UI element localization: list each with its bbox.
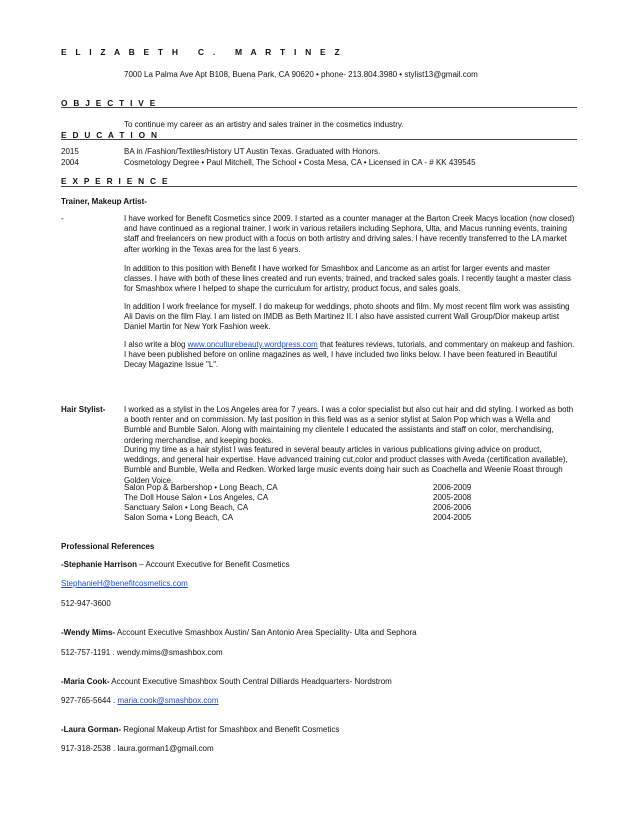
blog-text-a: I also write a blog [124, 340, 188, 349]
reference-3 [61, 677, 392, 686]
education-entry: BA in /Fashion/Textiles/History UT Austin Texas. Graduated with Honors. [124, 147, 381, 156]
education-year: 2004 [61, 158, 79, 167]
salon-name: Salon Pop & Barbershop • Long Beach, CA [124, 483, 278, 492]
objective-rule [61, 107, 577, 108]
salon-years: 2006-2006 [433, 503, 472, 512]
reference-2-contact: 512-757-1191 . wendy.mims@smashbox.com [61, 648, 223, 657]
reference-role: Regional Makeup Artist for Smashbox and Benefit Cosmetics [121, 725, 340, 734]
job1-paragraph-4 [124, 340, 576, 371]
blog-text-b: that features reviews, tutorials, and commentary on makeup and fashion. I have been published before on online magazines as well, I have included two links below. I have been featured in Beautiful Decay Magazine Issue "L". [124, 340, 575, 370]
reference-name: -Wendy Mims- [61, 628, 116, 637]
reference-role: Account Executive Smashbox South Central Dilliards Headquarters- Nordstrom [109, 677, 392, 686]
salon-name: Sanctuary Salon • Long Beach, CA [124, 503, 249, 512]
job1-paragraph-1: I have worked for Benefit Cosmetics since 2009. I started as a counter manager at the Barton Creek Macys location (now closed) and have continued as a regional trainer. I work in various retailers including Sephora, Ulta, and Macus running events, training staff and freelancers on new product with a focus on both artistry and driving sales. I have recently transferred to the LA market after working in the Texas area for the last 6 years. [124, 214, 575, 254]
reference-email-link[interactable]: maria.cook@smashbox.com [117, 696, 219, 705]
reference-name: -Laura Gorman- [61, 725, 122, 734]
education-heading: E D U C A T I O N [61, 130, 159, 140]
job-bullet: - [61, 214, 64, 223]
blog-link[interactable]: www.onculturebeauty.wordpress.com [187, 340, 318, 349]
job1-paragraph-2: In addition to this position with Benefit I have worked for Smashbox and Lancome as an artist for larger events and master classes. I have with both of these lines created and run events, trained, and tracked sales goals. I recently taught a master class for Smashbox where I helped to shape the curriculum for artistry, product focus, and sales goals. [124, 264, 571, 294]
salon-years: 2005-2008 [433, 493, 472, 502]
salon-name: Salon Soma • Long Beach, CA [124, 513, 234, 522]
job2-paragraph-2: During my time as a hair stylist I was featured in several beauty articles in various publications giving advice on product, weddings, and general hair expertise. Have advanced training cut,color and product classes with Aveda (certification available), Bumble and Bumble, Wella and Redken. Worked large music events doing hair such as Coachella and Weenie Roast through Golden Voice. [124, 445, 568, 485]
education-entry: Cosmetology Degree • Paul Mitchell, The School • Costa Mesa, CA • Licensed in CA - # KK 439545 [124, 158, 476, 167]
salon-years: 2006-2009 [433, 483, 472, 492]
contact-line: 7000 La Palma Ave Apt B108, Buena Park, CA 90620 • phone- 213.804.3980 • stylist13@gmail.com [124, 70, 478, 79]
reference-4 [61, 725, 339, 734]
experience-rule [61, 186, 577, 187]
reference-2 [61, 628, 417, 637]
salon-name: The Doll House Salon • Los Angeles, CA [124, 493, 269, 502]
reference-4-contact: 917-318-2538 . laura.gorman1@gmail.com [61, 744, 214, 753]
experience-heading: E X P E R I E N C E [61, 176, 170, 186]
job-title-hair-stylist: Hair Stylist- [61, 405, 106, 414]
education-year: 2015 [61, 147, 79, 156]
reference-1-phone: 512-947-3600 [61, 599, 111, 608]
job-title-trainer: Trainer, Makeup Artist- [61, 197, 147, 206]
job1-paragraph-3: In addition I work freelance for myself. I do makeup for weddings, photo shoots and film. My most recent film work was assisting Ali Davis on the film Flay. I am listed on IMDB as Beth Martinez II. I also have assisted current Wall Group/Dior makeup artist Daniel Martin for New York Fashion week. [124, 302, 570, 332]
education-rule [61, 139, 577, 140]
reference-name: -Stephanie Harrison [61, 560, 138, 569]
reference-role: Account Executive Smashbox Austin/ San Antonio Area Speciality- Ulta and Sephora [115, 628, 417, 637]
objective-heading: O B J E C T I V E [61, 98, 158, 108]
reference-phone: 927-765-5644 . [61, 696, 118, 705]
reference-1 [61, 560, 290, 569]
job2-paragraph-1: I worked as a stylist in the Los Angeles area for 7 years. I was a color specialist but also cut hair and did styling. I worked as both a booth renter and on commission. My last position in this field was as a senior stylist at Salon Pop which was a Wella and Bumble and Bumble Salon. Along with maintaining my clientele I educated the assistants and staff on color, merchandising, ordering merchandise, and keeping books. [124, 405, 574, 445]
reference-role: – Account Executive for Benefit Cosmetics [137, 560, 290, 569]
reference-email-link[interactable]: StephanieH@benefitcosmetics.com [61, 579, 188, 588]
candidate-name: E L I Z A B E T H C . M A R T I N E Z [61, 47, 343, 57]
reference-1-email [61, 579, 188, 588]
salon-years: 2004-2005 [433, 513, 472, 522]
reference-3-contact [61, 696, 219, 705]
references-heading: Professional References [61, 542, 155, 551]
reference-name: -Maria Cook- [61, 677, 110, 686]
objective-text: To continue my career as an artistry and sales trainer in the cosmetics industry. [124, 120, 404, 129]
